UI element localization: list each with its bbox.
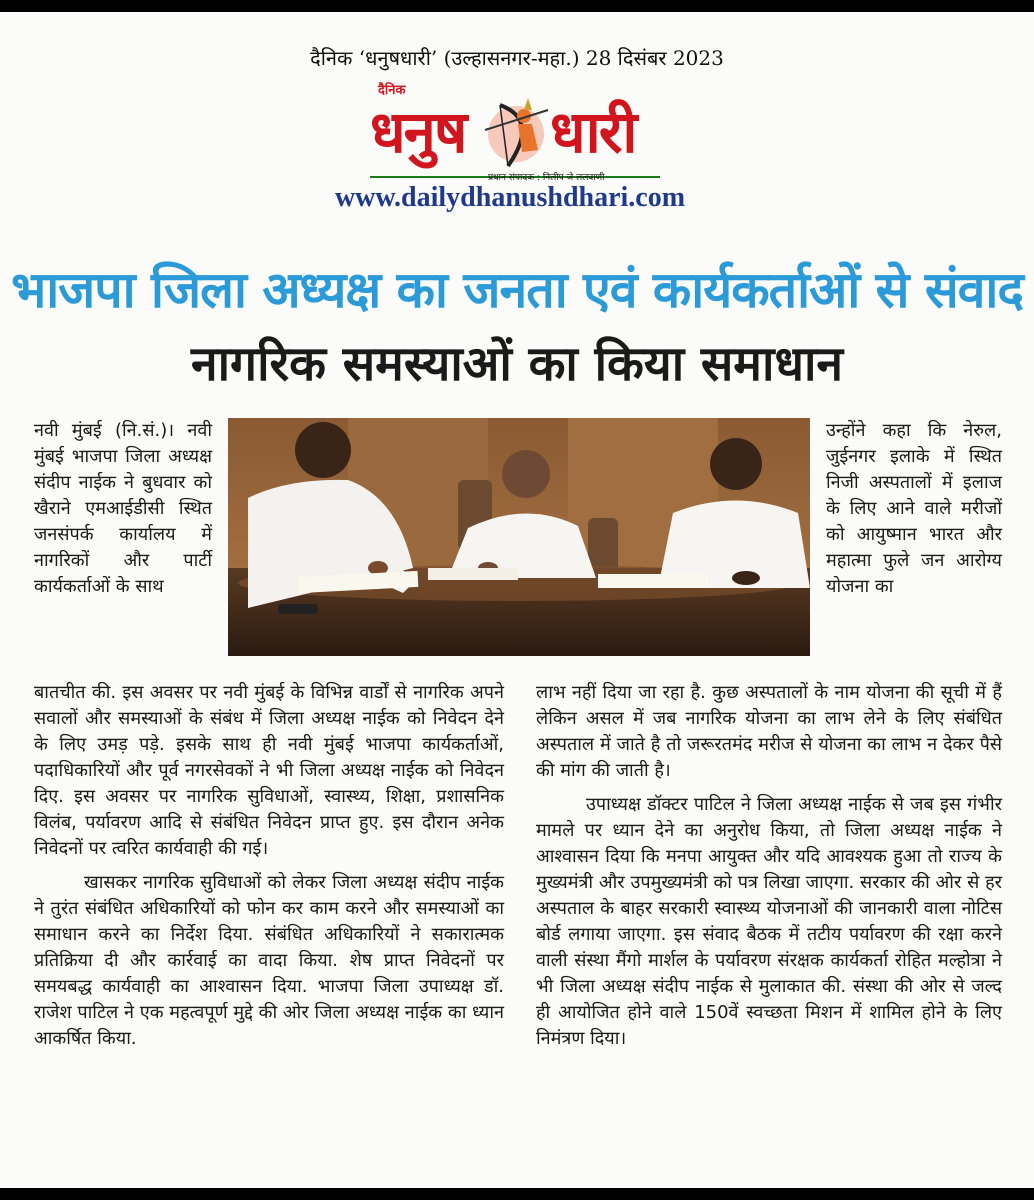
masthead-small-label: दैनिक — [378, 83, 406, 98]
article-paragraph-right-2: उपाध्यक्ष डॉक्टर पाटिल ने जिला अध्यक्ष नाईक से जब इस गंभीर मामले पर ध्यान देने का अनुरोध किया, तो जिला अध्यक्ष नाईक ने आश्वासन दिया कि मनपा आयुक्त और यदि आवश्यक हुआ तो राज्य के मुख्यमंत्री और उपमुख्यमंत्री को पत्र लिखा जाएगा. सरकार की ओर से हर अस्पताल के बाहर सरकारी स्वास्थ्य योजनाओं की जानकारी वाला नोटिस बोर्ड लगाया जाएगा. इस संवाद बैठक में तटीय पर्यावरण की रक्षा करने वाली संस्था मैंगो मार्शल के पर्यावरण संरक्षक कार्यकर्ता रोहित मल्होत्रा ने भी जिला अध्यक्ष संदीप नाईक से मुलाकात की. संस्था की ओर से जल्द ही आयोजित होने वाले 150वें स्वच्छता मिशन में शामिल होने के लिए निमंत्रण दिया। — [536, 794, 1002, 1049]
article-column-left — [34, 680, 504, 1052]
masthead — [370, 80, 670, 183]
subheadline: नागरिक समस्याओं का किया समाधान — [190, 336, 844, 392]
article-text-left-top: नवी मुंबई (नि.सं.)। नवी मुंबई भाजपा जिला अध्यक्ष संदीप नाईक ने बुधवार को खैराने एमआईडीसी स्थित जनसंपर्क कार्यालय में नागरिकों और पार्टी कार्यकर्ताओं के साथ — [34, 420, 212, 597]
website-link[interactable]: www.dailydhanushdhari.com — [334, 182, 686, 213]
article-paragraph-left-1: बातचीत की. इस अवसर पर नवी मुंबई के विभिन्न वार्डों से नागरिक अपने सवालों और समस्याओं के संबंध में जिला अध्यक्ष नाईक को निवेदन देने के लिए उमड़ पड़े. इसके साथ ही नवी मुंबई भाजपा कार्यकर्ताओं, पदाधिकारियों और पूर्व नगरसेवकों ने भी जिला अध्यक्ष नाईक को निवेदन दिए. इस अवसर पर नागरिक सुविधाओं, स्वास्थ्य, शिक्षा, प्रशासनिक विलंब, पर्यावरण आदि से संबंधित निवेदन प्राप्त हुए. इस दौरान अनेक निवेदनों पर त्वरित कार्यवाही की गई। — [34, 682, 504, 859]
archer-emblem-icon — [480, 90, 555, 170]
article-column-right-top — [826, 418, 1002, 600]
article-column-left-top — [34, 418, 212, 600]
article-text-right-top: उन्होंने कहा कि नेरुल, जुईनगर इलाके में स्थित निजी अस्पतालों में इलाज के लिए आने वाले मरीजों को आयुष्मान भारत और महात्मा फुले जन आरोग्य योजना का — [826, 420, 1002, 597]
masthead-name-right: धारी — [550, 98, 636, 166]
masthead-tagline: प्रधान संपादक : निलीप जे ललवाणी — [488, 173, 605, 183]
article-column-right — [536, 680, 1002, 1052]
dateline: दैनिक ‘धनुषधारी’ (उल्हासनगर-महा.) 28 दिसंबर 2023 — [310, 46, 724, 70]
masthead-name-left: धनुष — [370, 98, 466, 166]
meeting-photo-icon — [228, 418, 810, 656]
headline: भाजपा जिला अध्यक्ष का जनता एवं कार्यकर्ताओं से संवाद — [11, 261, 1023, 319]
article-paragraph-left-2: खासकर नागरिक सुविधाओं को लेकर जिला अध्यक्ष संदीप नाईक ने तुरंत संबंधित अधिकारियों को फोन कर काम करने और समस्याओं का समाधान करने का निर्देश दिया. संबंधित अधिकारियों ने सकारात्मक प्रतिक्रिया दी और कार्रवाई का वादा किया. शेष प्राप्त निवेदनों पर समयबद्ध कार्यवाही का आश्वासन दिया. भाजपा जिला उपाध्यक्ष डॉ. राजेश पाटिल ने एक महत्वपूर्ण मुद्दे की ओर जिला अध्यक्ष नाईक का ध्यान आकर्षित किया. — [34, 872, 504, 1049]
article-paragraph-right-1: लाभ नहीं दिया जा रहा है. कुछ अस्पतालों के नाम योजना की सूची में हैं लेकिन असल में जब नागरिक योजना का लाभ लेने के लिए संबंधित अस्पताल में जाते है तो जरूरतमंद मरीज से योजना का लाभ न देकर पैसे की मांग की जाती है। — [536, 682, 1002, 781]
